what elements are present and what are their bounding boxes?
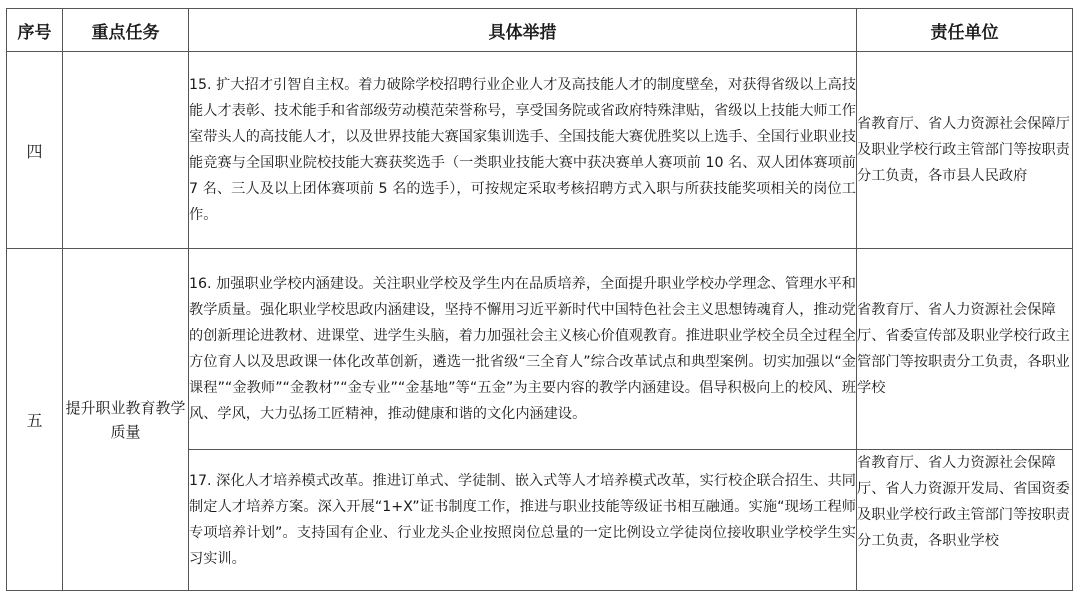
header-measures: 具体举措	[189, 9, 857, 52]
row-unit: 省教育厅、省人力资源社会保障厅及职业学校行政主管部门等按职责分工负责，各市县人民政府	[857, 52, 1073, 249]
row-unit: 省教育厅、省人力资源社会保障厅、省委宣传部及职业学校行政主管部门等按职责分工负责，各职业学校	[857, 249, 1073, 450]
row-measure: 16. 加强职业学校内涵建设。关注职业学校及学生内在品质培养，全面提升职业学校办学理念、管理水平和教学质量。强化职业学校思政内涵建设，坚持不懈用习近平新时代中国特色社会主义思想铸魂育人，推动党的创新理论进教材、进课堂、进学生头脑，着力加强社会主义核心价值观教育。推进职业学校全员全过程全方位育人以及思政课一体化改革创新，遴选一批省级“三全育人”综合改革试点和典型案例。切实加强以“金课程”“金教师”“金教材”“金专业”“金基地”等“五金”为主要内容的教学内涵建设。倡导积极向上的校风、班风、学风，大力弘扬工匠精神，推动健康和谐的文化内涵建设。	[189, 249, 857, 450]
row-measure: 17. 深化人才培养模式改革。推进订单式、学徒制、嵌入式等人才培养模式改革，实行校企联合招生、共同制定人才培养方案。深入开展“1+X”证书制度工作，推进与职业技能等级证书相互融通。实施“现场工程师专项培养计划”。支持国有企业、行业龙头企业按照岗位总量的一定比例设立学徒岗位接收职业学校学生实习实训。	[189, 450, 857, 591]
row-unit: 省教育厅、省人力资源社会保障厅、省人力资源开发局、省国资委及职业学校行政主管部门等按职责分工负责，各职业学校	[857, 450, 1073, 591]
row-seq: 五	[7, 249, 63, 591]
row-task	[63, 52, 189, 249]
row-measure: 15. 扩大招才引智自主权。着力破除学校招聘行业企业人才及高技能人才的制度壁垒，对获得省级以上高技能人才表彰、技术能手和省部级劳动模范荣誉称号，享受国务院或省政府特殊津贴，省级以上技能大师工作室带头人的高技能人才，以及世界技能大赛国家集训选手、全国技能大赛优胜奖以上选手、全国行业职业技能竞赛与全国职业院校技能大赛获奖选手（一类职业技能大赛中获决赛单人赛项前 10 名、双人团体赛项前 7 名、三人及以上团体赛项前 5 名的选手），可按规定采取考核招聘方式入职与所获技能奖项相关的岗位工作。	[189, 52, 857, 249]
header-row	[7, 9, 1073, 52]
policy-table	[6, 8, 1073, 591]
header-seq: 序号	[7, 9, 63, 52]
row-seq: 四	[7, 52, 63, 249]
row-task: 提升职业教育教学质量	[63, 249, 189, 591]
table-row	[7, 52, 1073, 249]
table-row	[7, 249, 1073, 450]
header-unit: 责任单位	[857, 9, 1073, 52]
header-task: 重点任务	[63, 9, 189, 52]
